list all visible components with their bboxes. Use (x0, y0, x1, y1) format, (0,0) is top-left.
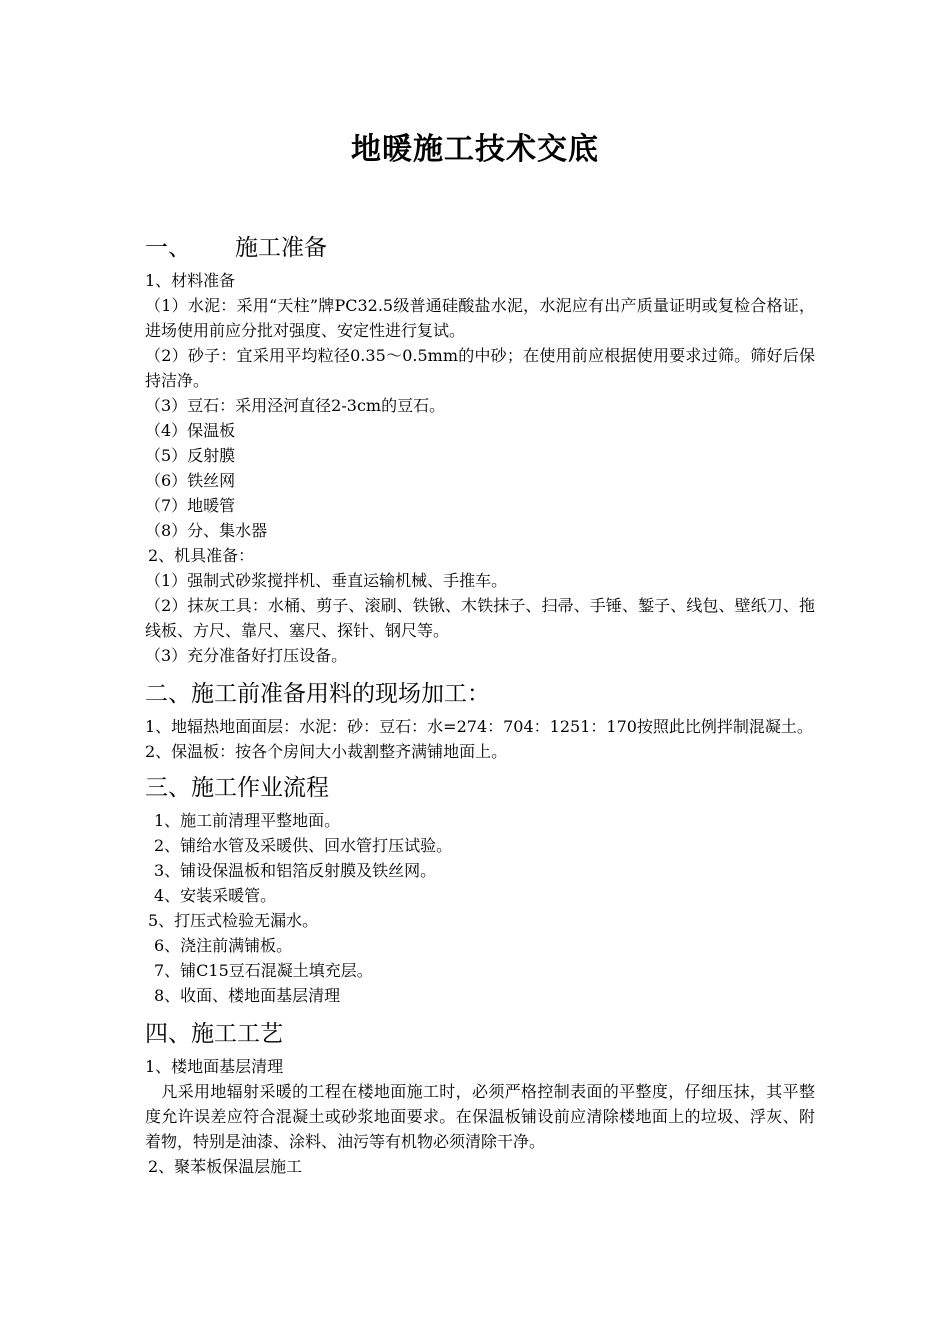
paragraph: （4）保温板 (145, 421, 236, 440)
paragraph: （8）分、集水器 (145, 521, 268, 540)
paragraph: （7）地暖管 (145, 496, 236, 515)
section-heading-1-number: 一、 (145, 235, 191, 261)
paragraph: （6）铁丝网 (145, 471, 236, 490)
paragraph: 1、材料准备 (145, 271, 236, 290)
paragraph (145, 1079, 815, 1154)
paragraph: 1、楼地面基层清理 (145, 1057, 284, 1076)
section-heading-1 (145, 228, 815, 268)
document-title: 地暖施工技术交底 (351, 132, 599, 167)
document-body (145, 228, 815, 1179)
list-item: 4、安装采暖管。 (154, 886, 277, 905)
paragraph: 2、机具准备： (148, 546, 255, 565)
list-item: 8、收面、楼地面基层清理 (154, 986, 341, 1005)
paragraph: （5）反射膜 (145, 446, 236, 465)
list-item: 3、铺设保温板和铝箔反射膜及铁丝网。 (154, 861, 437, 880)
paragraph: （2）砂子：宜采用平均粒径0.35～0.5mm的中砂；在使用前应根据使用要求过筛。筛好后保持洁净。 (145, 346, 815, 390)
section-heading-4: 四、施工工艺 (145, 1021, 283, 1047)
list-item: 2、铺给水管及采暖供、回水管打压试验。 (154, 836, 453, 855)
section-heading-2: 二、施工前准备用料的现场加工： (145, 681, 490, 707)
paragraph: 1、地辐热地面面层：水泥：砂：豆石：水=274：704：1251：170按照此比例拌制混凝土。 (145, 717, 813, 736)
list-item: 7、铺C15豆石混凝土填充层。 (154, 961, 373, 980)
section-heading-1-text: 施工准备 (235, 235, 327, 261)
paragraph: 2、聚苯板保温层施工 (148, 1157, 303, 1176)
paragraph: （1）强制式砂浆搅拌机、垂直运输机械、手推车。 (145, 571, 508, 590)
paragraph: （3）充分准备好打压设备。 (145, 646, 348, 665)
paragraph: （1）水泥：采用“天柱”牌PC32.5级普通硅酸盐水泥，水泥应有出产质量证明或复检合格证，进场使用前应分批对强度、安定性进行复试。 (145, 296, 815, 340)
list-item: 1、施工前清理平整地面。 (154, 811, 341, 830)
list-item: 6、浇注前满铺板。 (154, 936, 293, 955)
paragraph-text: 凡采用地辐射采暖的工程在楼地面施工时，必须严格控制表面的平整度，仔细压抹，其平整度允许误差应符合混凝土或砂浆地面要求。在保温板铺设前应清除楼地面上的垃圾、浮灰、附着物，特别是油漆、涂料、油污等有机物必须清除干净。 (145, 1082, 815, 1151)
paragraph: （2）抹灰工具：水桶、剪子、滚刷、铁锹、木铁抹子、扫帚、手锤、錾子、线包、壁纸刀、拖线板、方尺、靠尺、塞尺、探针、钢尺等。 (145, 596, 815, 640)
paragraph: （3）豆石：采用泾河直径2-3cm的豆石。 (145, 396, 446, 415)
section-heading-3: 三、施工作业流程 (145, 775, 329, 801)
list-item: 5、打压式检验无漏水。 (148, 911, 319, 930)
paragraph: 2、保温板：按各个房间大小裁割整齐满铺地面上。 (145, 742, 508, 761)
